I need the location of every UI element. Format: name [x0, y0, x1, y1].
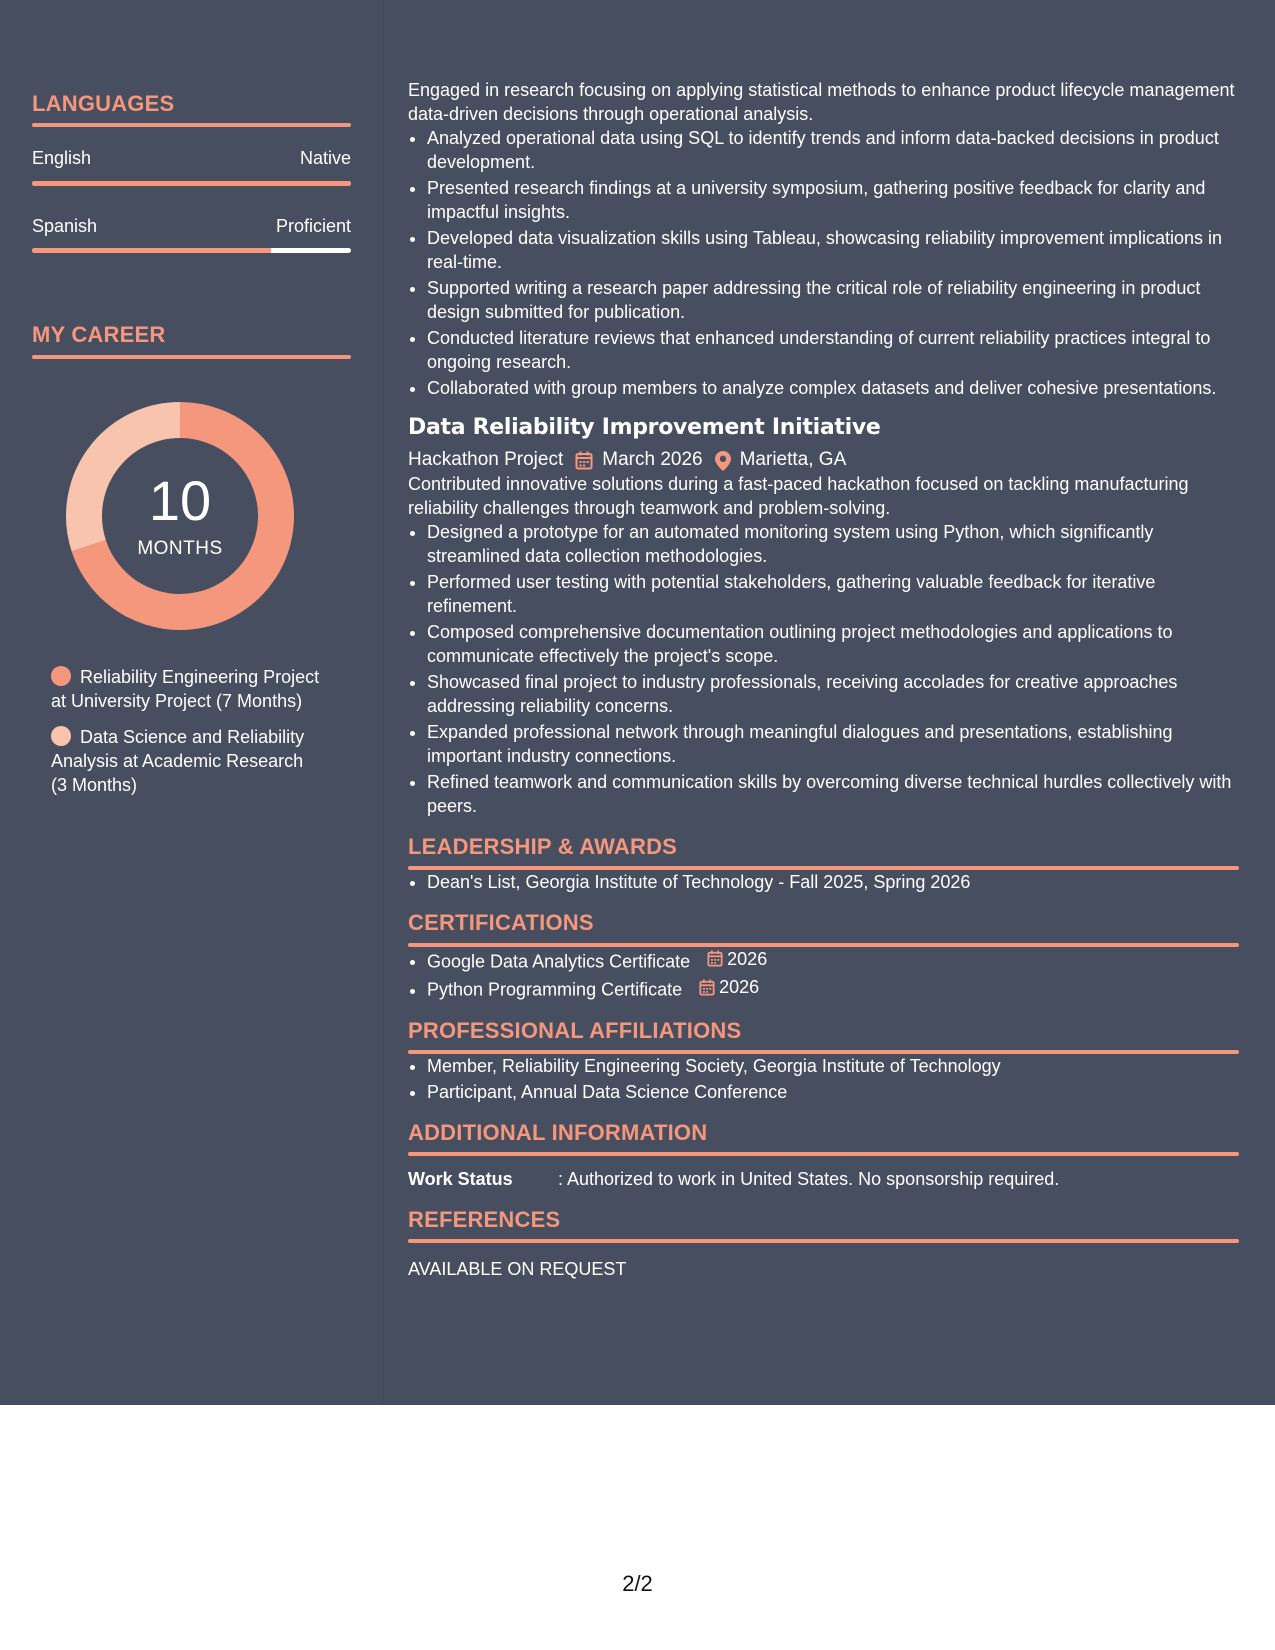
project-meta — [408, 449, 1239, 472]
calendar-icon — [699, 979, 715, 996]
additional-info-section — [408, 1121, 1239, 1191]
language-level: Native — [299, 148, 351, 169]
language-level: Proficient — [275, 215, 351, 236]
project-date: March 2026 — [602, 449, 703, 471]
list-item — [427, 975, 1239, 1002]
language-name: Spanish — [32, 215, 98, 236]
project-bullets — [408, 520, 1239, 818]
certifications-list — [408, 947, 1239, 1002]
career-legend-item — [51, 665, 321, 713]
list-item — [427, 947, 1239, 974]
section-rule — [32, 123, 351, 127]
list-item: • Performed user testing with potential stakeholders, gathering valuable feedback for iterative refinement. — [427, 570, 1239, 618]
calendar-icon — [575, 451, 593, 470]
certificate-name: Python Programming Certificate — [427, 979, 683, 1000]
references-text: AVAILABLE ON REQUEST — [408, 1259, 627, 1280]
language-row — [32, 148, 351, 170]
list-item: • Supported writing a research paper addressing the critical role of reliability engineering in product design submitted for publication. — [427, 276, 1239, 324]
language-proficiency-fill — [32, 181, 351, 186]
career-total-value: 10 — [148, 468, 212, 532]
year-text: 2026 — [727, 948, 768, 969]
project-type: Hackathon Project — [408, 449, 564, 471]
certifications-section — [408, 911, 1239, 1001]
references-title: REFERENCES — [408, 1206, 561, 1232]
year-text: 2026 — [719, 977, 760, 998]
affiliations-section — [408, 1019, 1239, 1104]
section-rule — [408, 1239, 1239, 1243]
list-item: • Designed a prototype for an automated monitoring system using Python, which significantly streamlined data collection methodologies. — [427, 520, 1239, 568]
certificate-year — [707, 947, 767, 971]
calendar-icon — [707, 950, 723, 967]
additional-info-title: ADDITIONAL INFORMATION — [408, 1119, 708, 1145]
leadership-section — [408, 835, 1239, 894]
legend-dot — [51, 666, 71, 686]
location-pin-icon — [715, 451, 731, 471]
list-item: • Developed data visualization skills using Tableau, showcasing reliability improvement implications in real-time. — [427, 226, 1239, 274]
career-total-unit: MONTHS — [137, 537, 223, 559]
career-donut-chart — [65, 401, 295, 631]
list-item: • Member, Reliability Engineering Society, Georgia Institute of Technology — [427, 1054, 1239, 1078]
languages-title: LANGUAGES — [32, 91, 175, 116]
leadership-title: LEADERSHIP & AWARDS — [408, 834, 678, 860]
project-section — [408, 415, 1239, 818]
right-column — [408, 78, 1239, 1281]
career-title: MY CAREER — [32, 322, 166, 348]
list-item: • Presented research findings at a university symposium, gathering positive feedback for clarity and impactful insights. — [427, 176, 1239, 224]
list-item: • Conducted literature reviews that enhanced understanding of current reliability practices integral to ongoing research. — [427, 326, 1239, 374]
experience-section — [408, 78, 1239, 400]
list-item: • Dean's List, Georgia Institute of Technology - Fall 2025, Spring 2026 — [427, 870, 1239, 894]
affiliations-title: PROFESSIONAL AFFILIATIONS — [408, 1017, 742, 1043]
experience-intro: Engaged in research focusing on applying statistical methods to enhance product lifecycle management data-driven decisions through operational analysis. — [408, 80, 1235, 124]
work-status-row — [408, 1167, 1239, 1191]
language-row — [32, 216, 351, 238]
language-proficiency-fill — [32, 248, 271, 253]
list-item: • Collaborated with group members to analyze complex datasets and deliver cohesive presentations. — [427, 376, 1239, 400]
references-section — [408, 1208, 1239, 1281]
language-proficiency-bar — [32, 248, 351, 253]
list-item: • Showcased final project to industry professionals, receiving accolades for creative approaches addressing reliability concerns. — [427, 670, 1239, 718]
column-divider — [383, 0, 384, 1405]
legend-label: Reliability Engineering Project at University Project (7 Months) — [51, 666, 320, 711]
list-item: • Analyzed operational data using SQL to identify trends and inform data-backed decisions in product development. — [427, 126, 1239, 174]
project-description: Contributed innovative solutions during a fast-paced hackathon focused on tackling manufacturing reliability challenges through teamwork and problem-solving. — [408, 474, 1189, 519]
list-item: • Expanded professional network through meaningful dialogues and presentations, establishing important industry connections. — [427, 720, 1239, 768]
career-legend — [32, 665, 321, 797]
certificate-year — [699, 975, 759, 999]
project-location: Marietta, GA — [739, 449, 847, 471]
leadership-list — [408, 870, 1239, 894]
language-name: English — [32, 148, 92, 169]
affiliations-list — [408, 1054, 1239, 1104]
certifications-title: CERTIFICATIONS — [408, 910, 594, 936]
page-number: 2/2 — [622, 1571, 653, 1596]
career-legend-item — [51, 725, 321, 797]
left-column — [32, 92, 351, 809]
work-status-value: : Authorized to work in United States. No sponsorship required. — [558, 1168, 1060, 1189]
legend-dot — [51, 726, 71, 746]
experience-bullets — [408, 126, 1239, 400]
list-item: • Composed comprehensive documentation outlining project methodologies and applications to communicate effectively the project's scope. — [427, 620, 1239, 668]
work-status-label: Work Status — [408, 1168, 513, 1189]
languages-section — [32, 92, 351, 253]
list-item: • Participant, Annual Data Science Conference — [427, 1080, 1239, 1104]
career-section — [32, 323, 351, 796]
language-proficiency-bar — [32, 181, 351, 186]
legend-label: Data Science and Reliability Analysis at Academic Research (3 Months) — [51, 726, 305, 795]
section-rule — [32, 355, 351, 359]
list-item: • Refined teamwork and communication skills by overcoming diverse technical hurdles collectively with peers. — [427, 770, 1239, 818]
certificate-name: Google Data Analytics Certificate — [427, 951, 691, 972]
project-title: Data Reliability Improvement Initiative — [408, 415, 881, 440]
section-rule — [408, 1152, 1239, 1156]
